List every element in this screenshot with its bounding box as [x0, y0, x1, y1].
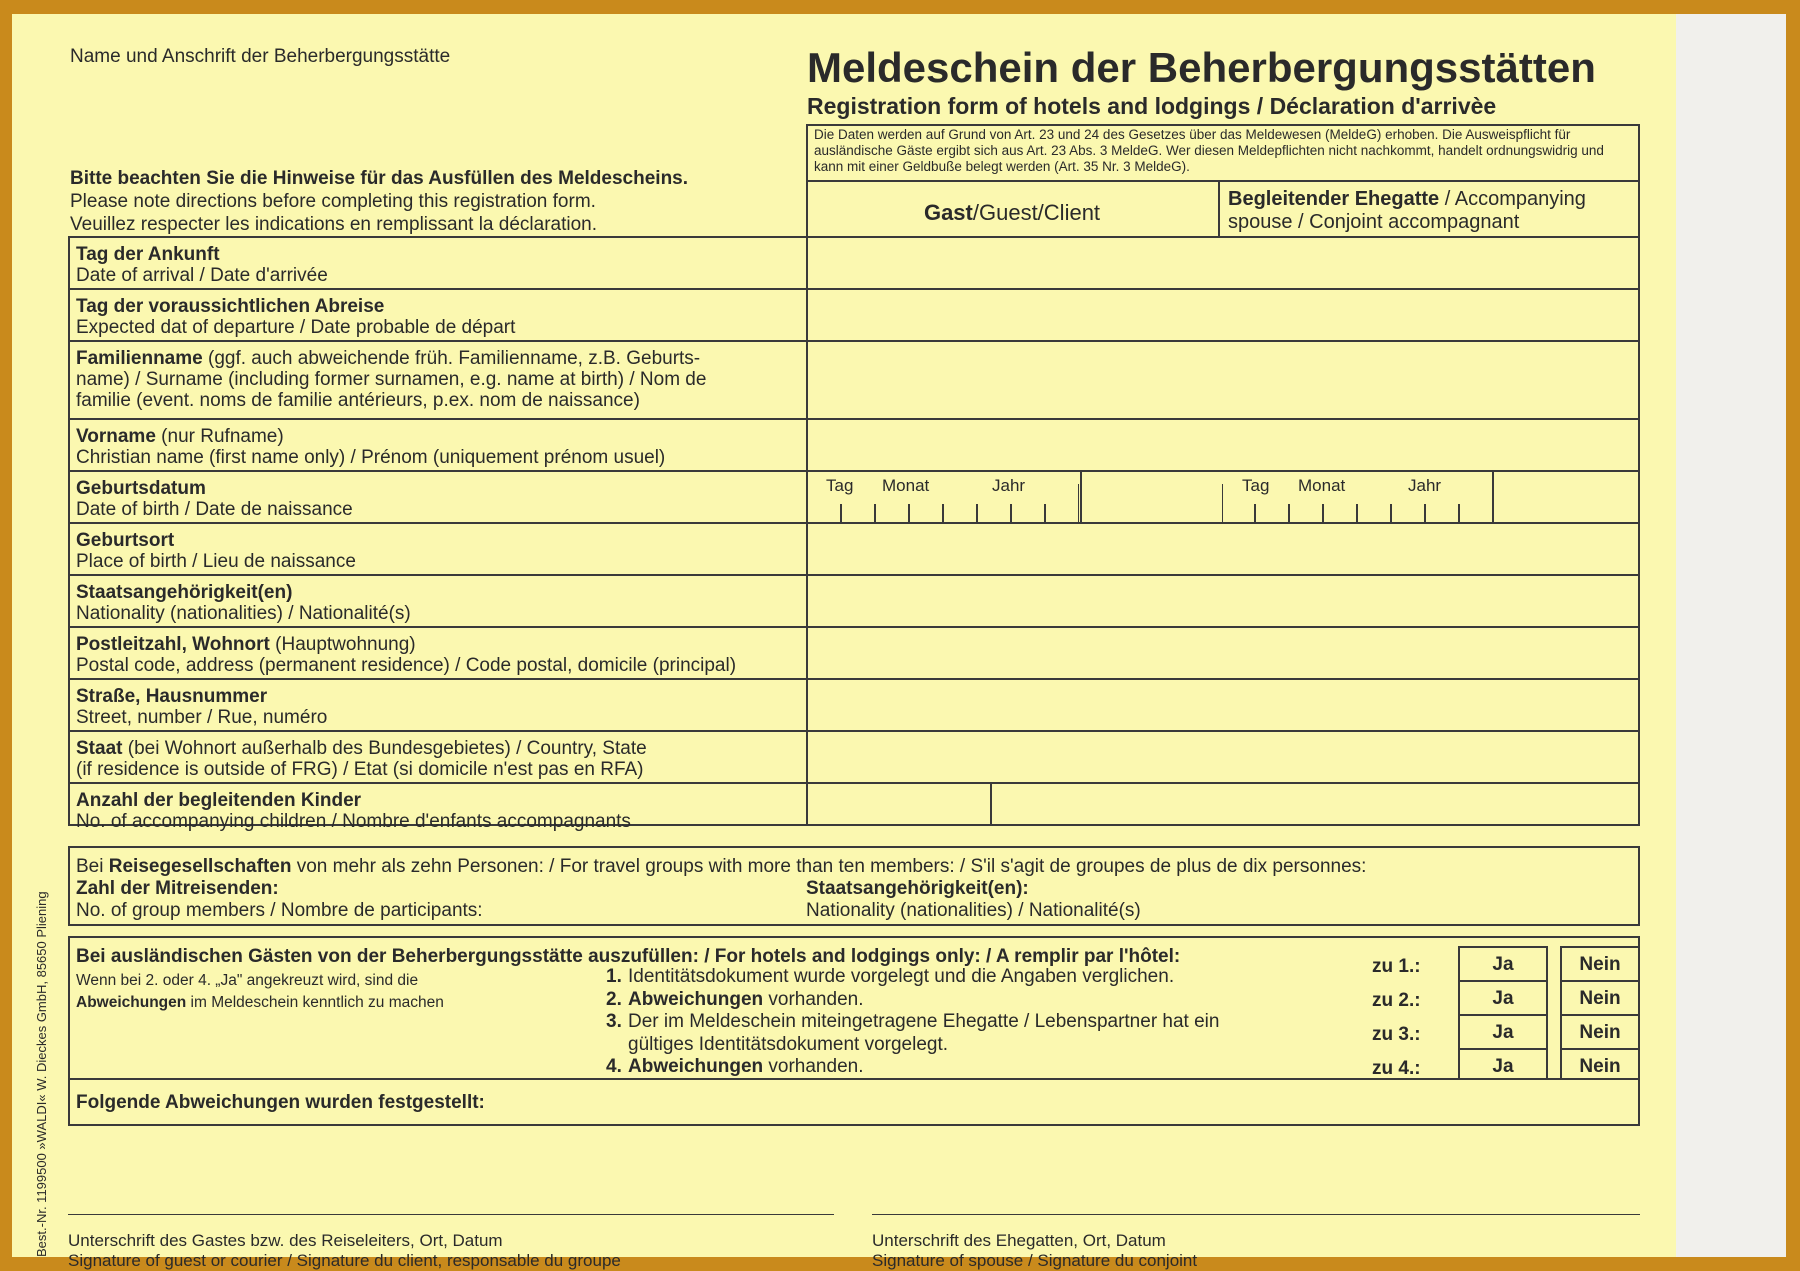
guest-signature-label: Unterschrift des Gastes bzw. des Reiseleiters, Ort, Datum Signature of guest or courier / Signature du client, responsable du groupe	[68, 1231, 621, 1270]
group-nationality-label: Staatsangehörigkeit(en):	[806, 878, 1029, 899]
nationality-input[interactable]	[808, 576, 1638, 626]
instructions	[70, 167, 688, 236]
form-title: Meldeschein der Beherbergungsstätten	[807, 44, 1596, 91]
guest-column-header	[806, 200, 1218, 226]
yes-checkbox-3[interactable]: Ja	[1492, 1022, 1514, 1043]
foreign-guests-note: Wenn bei 2. oder 4. „Ja" angekreuzt wird, sind die Abweichungen im Meldeschein kenntlich zu machen	[76, 972, 444, 1011]
column-divider	[1218, 182, 1220, 237]
group-nationality-input[interactable]	[1192, 896, 1632, 922]
check-label-2: zu 2.:	[1372, 990, 1421, 1011]
subtitle-fr: Déclaration d'arrivèe	[1269, 93, 1497, 119]
spouse-label-line2: spouse / Conjoint accompagnant	[1228, 211, 1520, 233]
deviations-label: Folgende Abweichungen wurden festgestellt:	[76, 1092, 485, 1113]
street-input[interactable]	[808, 680, 1638, 730]
place-of-birth-input[interactable]	[808, 524, 1638, 574]
surname-input[interactable]	[808, 342, 1638, 418]
dob-spouse-tag-label: Tag	[1242, 476, 1270, 495]
instructions-de: Bitte beachten Sie die Hinweise für das Ausfüllen des Meldescheins.	[70, 168, 689, 189]
registration-form	[12, 14, 1676, 1270]
row-first-name: Vorname (nur Rufname) Christian name (first name only) / Prénom (uniquement prénom usuel)	[76, 426, 666, 468]
no-checkbox-1[interactable]: Nein	[1579, 954, 1621, 975]
no-checkbox-3[interactable]: Nein	[1579, 1022, 1621, 1043]
group-count-input[interactable]	[572, 896, 792, 922]
arrival-input[interactable]	[808, 238, 1638, 288]
spouse-label-rest: / Accompanying	[1439, 188, 1586, 210]
form-subtitle	[807, 92, 1496, 120]
subtitle-en: Registration form of hotels and lodgings /	[807, 93, 1270, 119]
no-checkbox-4[interactable]: Nein	[1579, 1056, 1621, 1077]
dob-spouse-jahr-label: Jahr	[1408, 476, 1442, 495]
hotel-address-label: Name und Anschrift der Beherbergungsstätte	[70, 46, 451, 67]
dob-tag-label: Tag	[826, 476, 854, 495]
check-item-3-cont: gültiges Identitätsdokument vorgelegt.	[628, 1033, 949, 1055]
dob-spouse-monat-label: Monat	[1298, 476, 1346, 495]
guest-label-rest: /Guest/Client	[972, 200, 1101, 225]
row-address: Postleitzahl, Wohnort (Hauptwohnung) Postal code, address (permanent residence) / Code postal, domicile (principal)	[76, 634, 737, 676]
group-count-label: Zahl der Mitreisenden:	[76, 878, 279, 899]
foreign-checklist	[606, 966, 1219, 1079]
row-place-of-birth: Geburtsort Place of birth / Lieu de naissance	[76, 530, 356, 572]
check-label-3: zu 3.:	[1372, 1024, 1421, 1045]
check-label-4: zu 4.:	[1372, 1058, 1421, 1079]
check-item-3: 3. Der im Meldeschein miteingetragene Ehegatte / Lebenspartner hat ein	[606, 1011, 1220, 1032]
guest-signature-line[interactable]	[68, 1214, 834, 1215]
row-date-of-birth: Geburtsdatum Date of birth / Date de naissance	[76, 478, 353, 520]
check-item-2: 2. Abweichungen vorhanden.	[606, 988, 864, 1010]
check-item-1: 1. Identitätsdokument wurde vorgelegt und die Angaben verglichen.	[606, 966, 1175, 987]
row-country: Staat (bei Wohnort außerhalb des Bundesgebietes) / Country, State (if residence is outside of FRG) / Etat (si domicile n'est pas en RFA)	[76, 738, 647, 780]
row-arrival: Tag der Ankunft Date of arrival / Date d'arrivée	[76, 244, 328, 286]
legal-note: Die Daten werden auf Grund von Art. 23 und 24 des Gesetzes über das Meldewesen (MeldeG) erhoben. Die Ausweispflicht für ausländische Gäste ergibt sich aus Art. 23 Abs. 3 MeldeG. Wer diesen Meldepflichten nicht nachkommt, handelt ordnungswidrig und kann mit einer Geldbuße belegt werden (Art. 35 Nr. 3 MeldeG).	[814, 127, 1604, 174]
spouse-signature-label: Unterschrift des Ehegatten, Ort, Datum Signature of spouse / Signature du conjoint	[872, 1231, 1198, 1270]
order-number-sidebar: Best.-Nr. 1199500 »WALDI« W. Dieckes GmbH, 85650 Pliening	[34, 891, 49, 1257]
check-item-4: 4. Abweichungen vorhanden.	[606, 1056, 864, 1077]
group-count-label-en: No. of group members / Nombre de participants:	[76, 900, 483, 921]
yes-checkbox-2[interactable]: Ja	[1492, 988, 1514, 1009]
instructions-fr: Veuillez respecter les indications en remplissant la déclaration.	[70, 214, 597, 235]
children-count-input[interactable]	[808, 784, 988, 826]
dob-jahr-label: Jahr	[992, 476, 1026, 495]
check-label-1: zu 1.:	[1372, 956, 1421, 977]
deviations-input[interactable]	[572, 1082, 1632, 1122]
row-surname: Familienname (ggf. auch abweichende früh. Familienname, z.B. Geburts- name) / Surname (including former surnamen, e.g. name at birth) / Nom de familie (event. noms de familie antérieurs, p.ex. nom de naissance)	[76, 348, 707, 411]
instructions-en: Please note directions before completing this registration form.	[70, 191, 596, 212]
yes-checkbox-1[interactable]: Ja	[1492, 954, 1514, 975]
page-edge	[1676, 14, 1786, 1257]
address-input[interactable]	[808, 628, 1638, 678]
departure-input[interactable]	[808, 290, 1638, 340]
no-checkbox-2[interactable]: Nein	[1579, 988, 1621, 1009]
spouse-signature-line[interactable]	[872, 1214, 1640, 1215]
group-nationality-label-en: Nationality (nationalities) / Nationalité(s)	[806, 900, 1141, 921]
yes-checkbox-4[interactable]: Ja	[1492, 1056, 1514, 1077]
dob-monat-label: Monat	[882, 476, 930, 495]
row-children: Anzahl der begleitenden Kinder No. of accompanying children / Nombre d'enfants accompagnants	[76, 790, 631, 832]
country-input[interactable]	[808, 732, 1638, 782]
row-street: Straße, Hausnummer Street, number / Rue, numéro	[76, 686, 328, 728]
row-departure: Tag der voraussichtlichen Abreise Expected dat of departure / Date probable de départ	[76, 296, 516, 338]
spouse-label: Begleitender Ehegatte	[1228, 188, 1440, 210]
group-intro: Bei Reisegesellschaften von mehr als zehn Personen: / For travel groups with more than ten members: / S'il s'agit de groupes de plus de dix personnes:	[76, 856, 1367, 877]
spouse-column-header	[1228, 188, 1586, 234]
guest-label: Gast	[923, 200, 973, 225]
row-nationality: Staatsangehörigkeit(en) Nationality (nationalities) / Nationalité(s)	[76, 582, 411, 624]
first-name-input[interactable]	[808, 420, 1638, 470]
foreign-guests-heading: Bei ausländischen Gästen von der Beherbergungsstätte auszufüllen: / For hotels and lodgings only: / A remplir par l'hôtel:	[76, 946, 1181, 967]
